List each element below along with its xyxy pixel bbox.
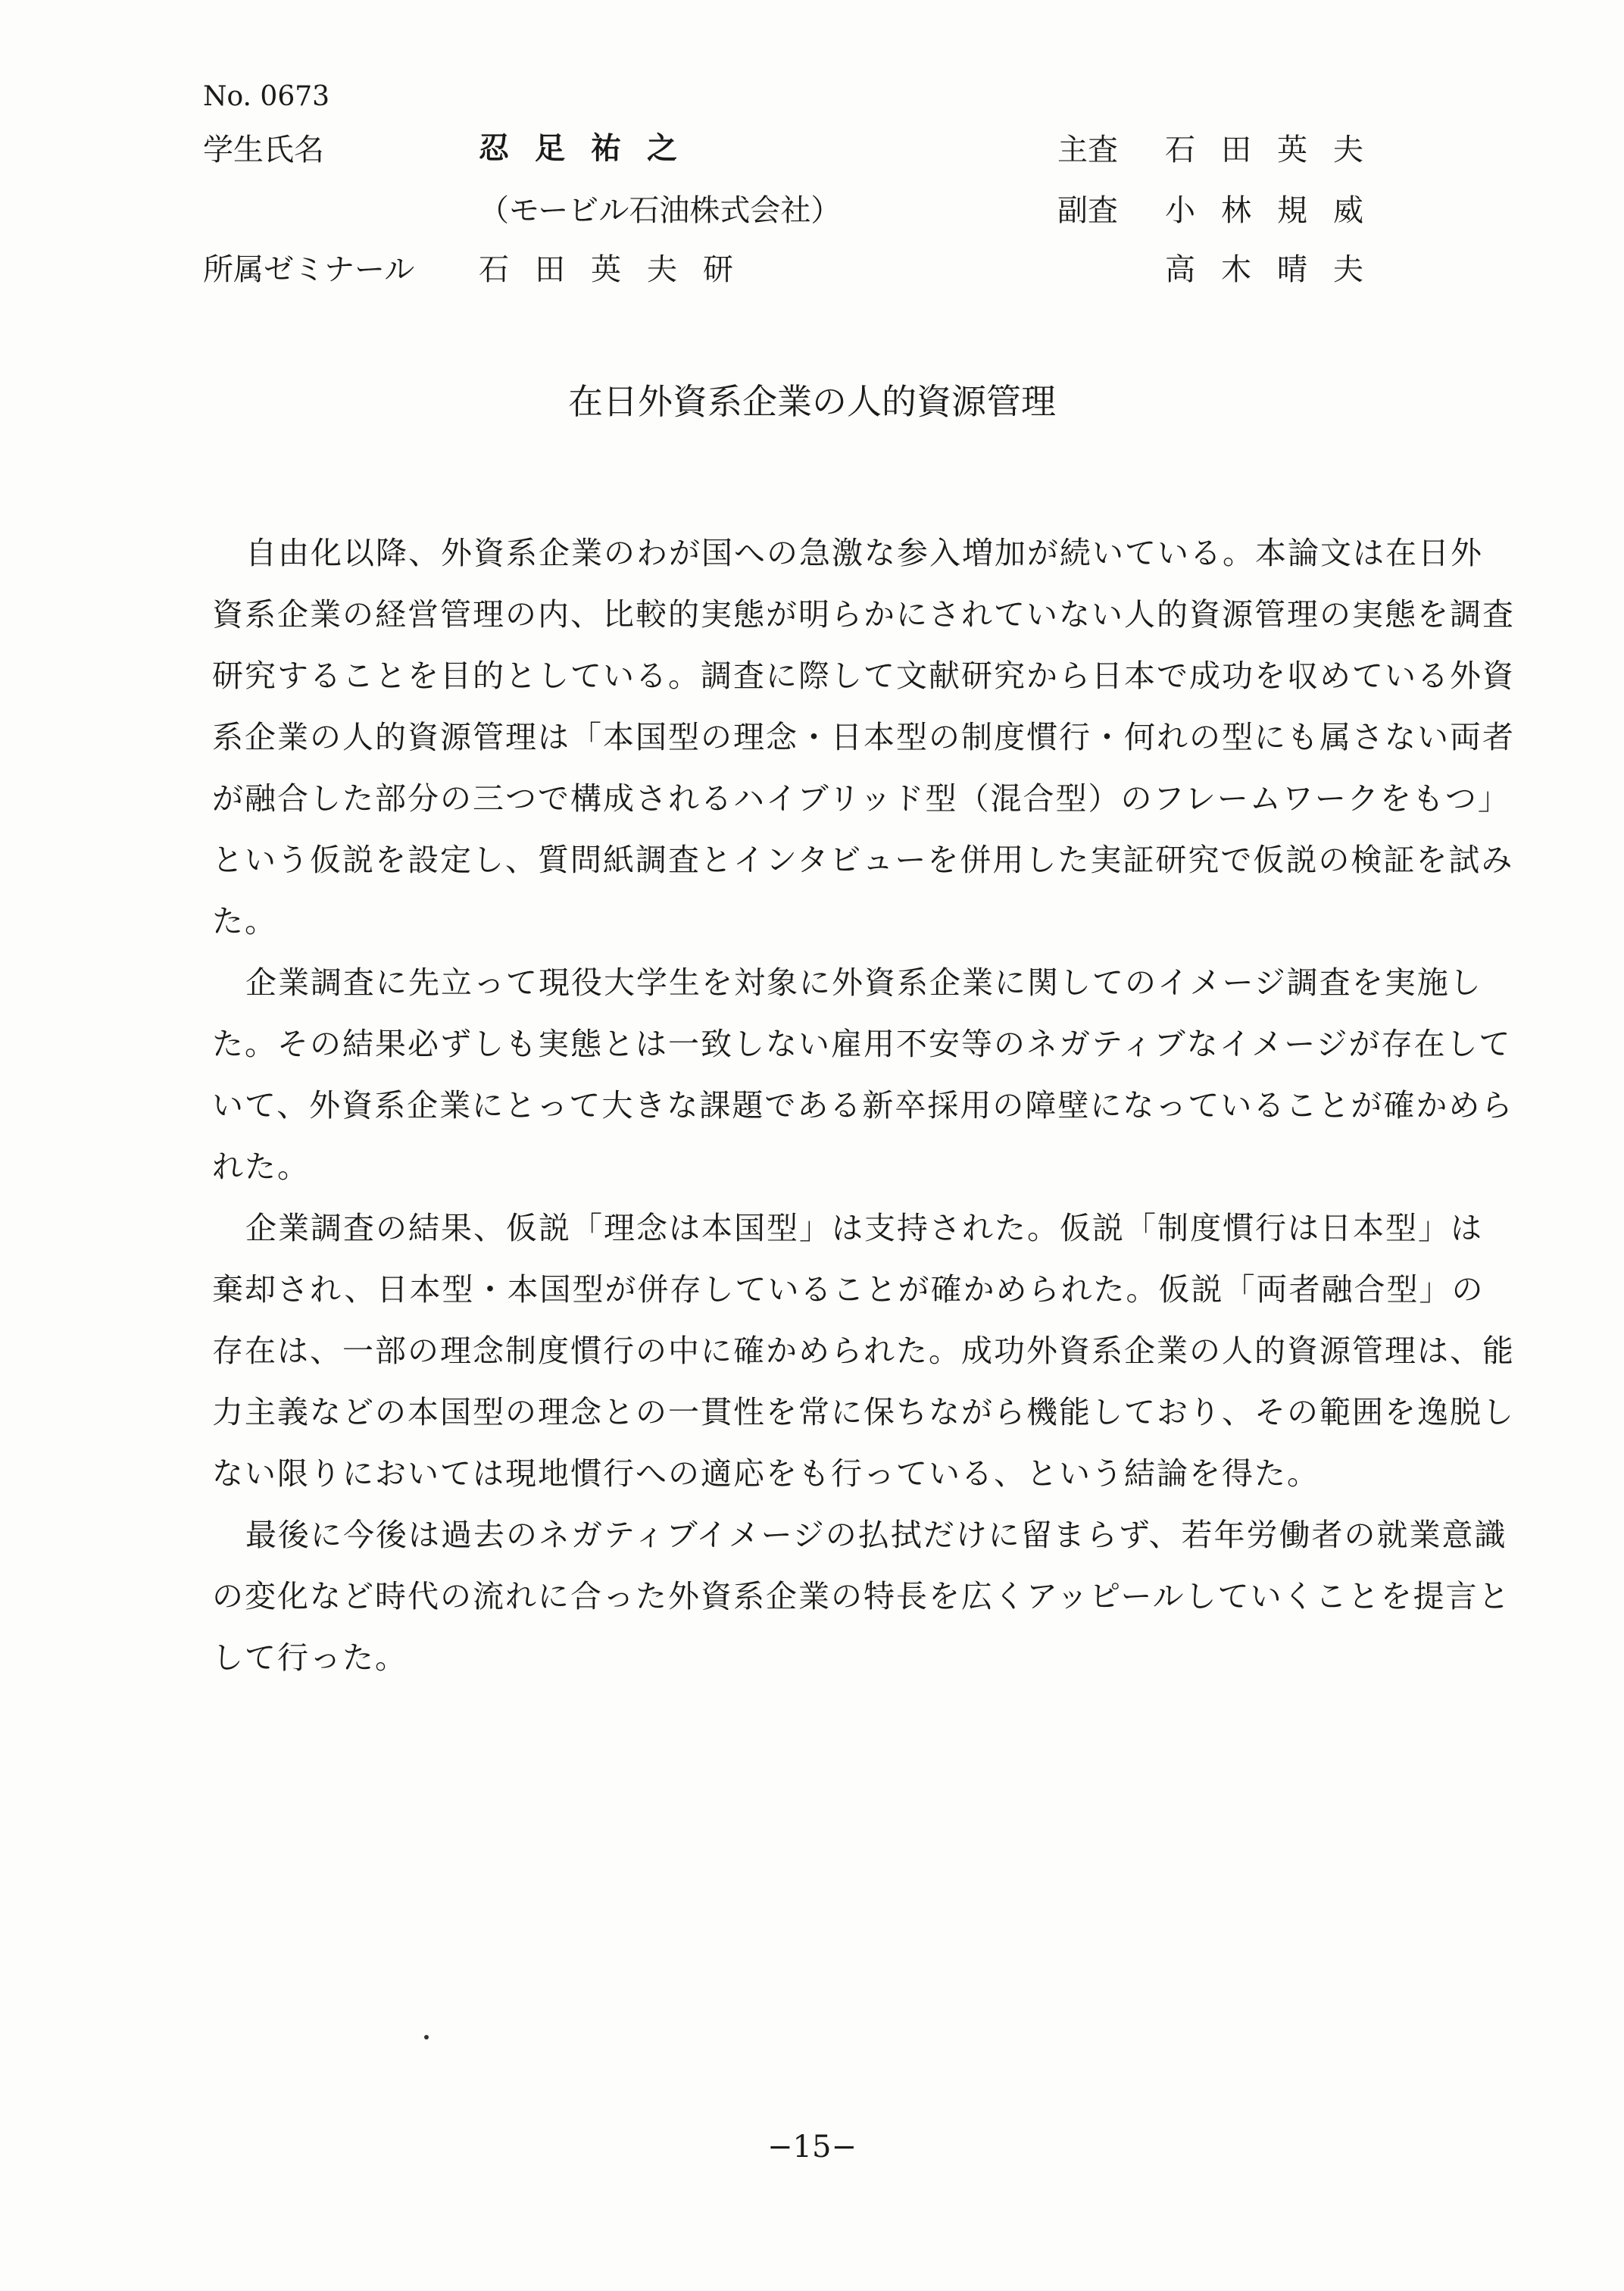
vice-examiner-name: 高木晴夫 [1165,252,1389,287]
vice-examiner-name: 小林規威 [1165,193,1389,228]
paragraph: 企業調査に先立って現役大学生を対象に外資系企業に関してのイメージ調査を実施した。その結果必ずしも実態とは一致しない雇用不安等のネガティブなイメージが存在していて、外資系企業にとって大きな課題である新卒採用の障壁になっていることが確かめられた。 [212,964,1514,1185]
seminar-name: 石田英夫研 [479,252,759,287]
scan-speck [424,2035,429,2039]
document-title: 在日外資系企業の人的資源管理 [568,381,1056,422]
paragraph: 最後に今後は過去のネガティブイメージの払拭だけに留まらず、若年労働者の就業意識の変化など時代の流れに合った外資系企業の特長を広くアッピールしていくことを提言として行った。 [212,1517,1511,1676]
seminar-label: 所属ゼミナール [203,252,415,287]
vice-examiner-label: 副査 [1057,193,1118,228]
document-number: No. 0673 [203,81,330,112]
chief-examiner-name: 石田英夫 [1165,133,1389,167]
abstract-body [212,523,1515,1689]
paragraph: 自由化以降、外資系企業のわが国への急激な参入増加が続いている。本論文は在日外資系企業の経営管理の内、比較的実態が明らかにされていない人的資源管理の実態を調査研究することを目的としている。調査に際して文献研究から日本で成功を収めている外資系企業の人的資源管理は「本国型の理念・日本型の制度慣行・何れの型にも属さない両者が融合した部分の三つで構成されるハイブリッド型（混合型）のフレームワークをもつ」という仮説を設定し、質問紙調査とインタビューを併用した実証研究で仮説の検証を試みた。 [212,535,1515,939]
student-company: （モービル石油株式会社） [479,193,842,228]
chief-examiner-label: 主査 [1057,133,1118,167]
student-name: 忍足祐之 [479,131,703,166]
student-name-label: 学生氏名 [203,133,324,167]
paragraph: 企業調査の結果、仮説「理念は本国型」は支持された。仮説「制度慣行は日本型」は棄却され、日本型・本国型が併存していることが確かめられた。仮説「両者融合型」の存在は、一部の理念制度慣行の中に確かめられた。成功外資系企業の人的資源管理は、能力主義などの本国型の理念との一貫性を常に保ちながら機能しており、その範囲を逸脱しない限りにおいては現地慣行への適応をも行っている、という結論を得た。 [212,1210,1515,1492]
page-number: −15− [767,2130,857,2164]
